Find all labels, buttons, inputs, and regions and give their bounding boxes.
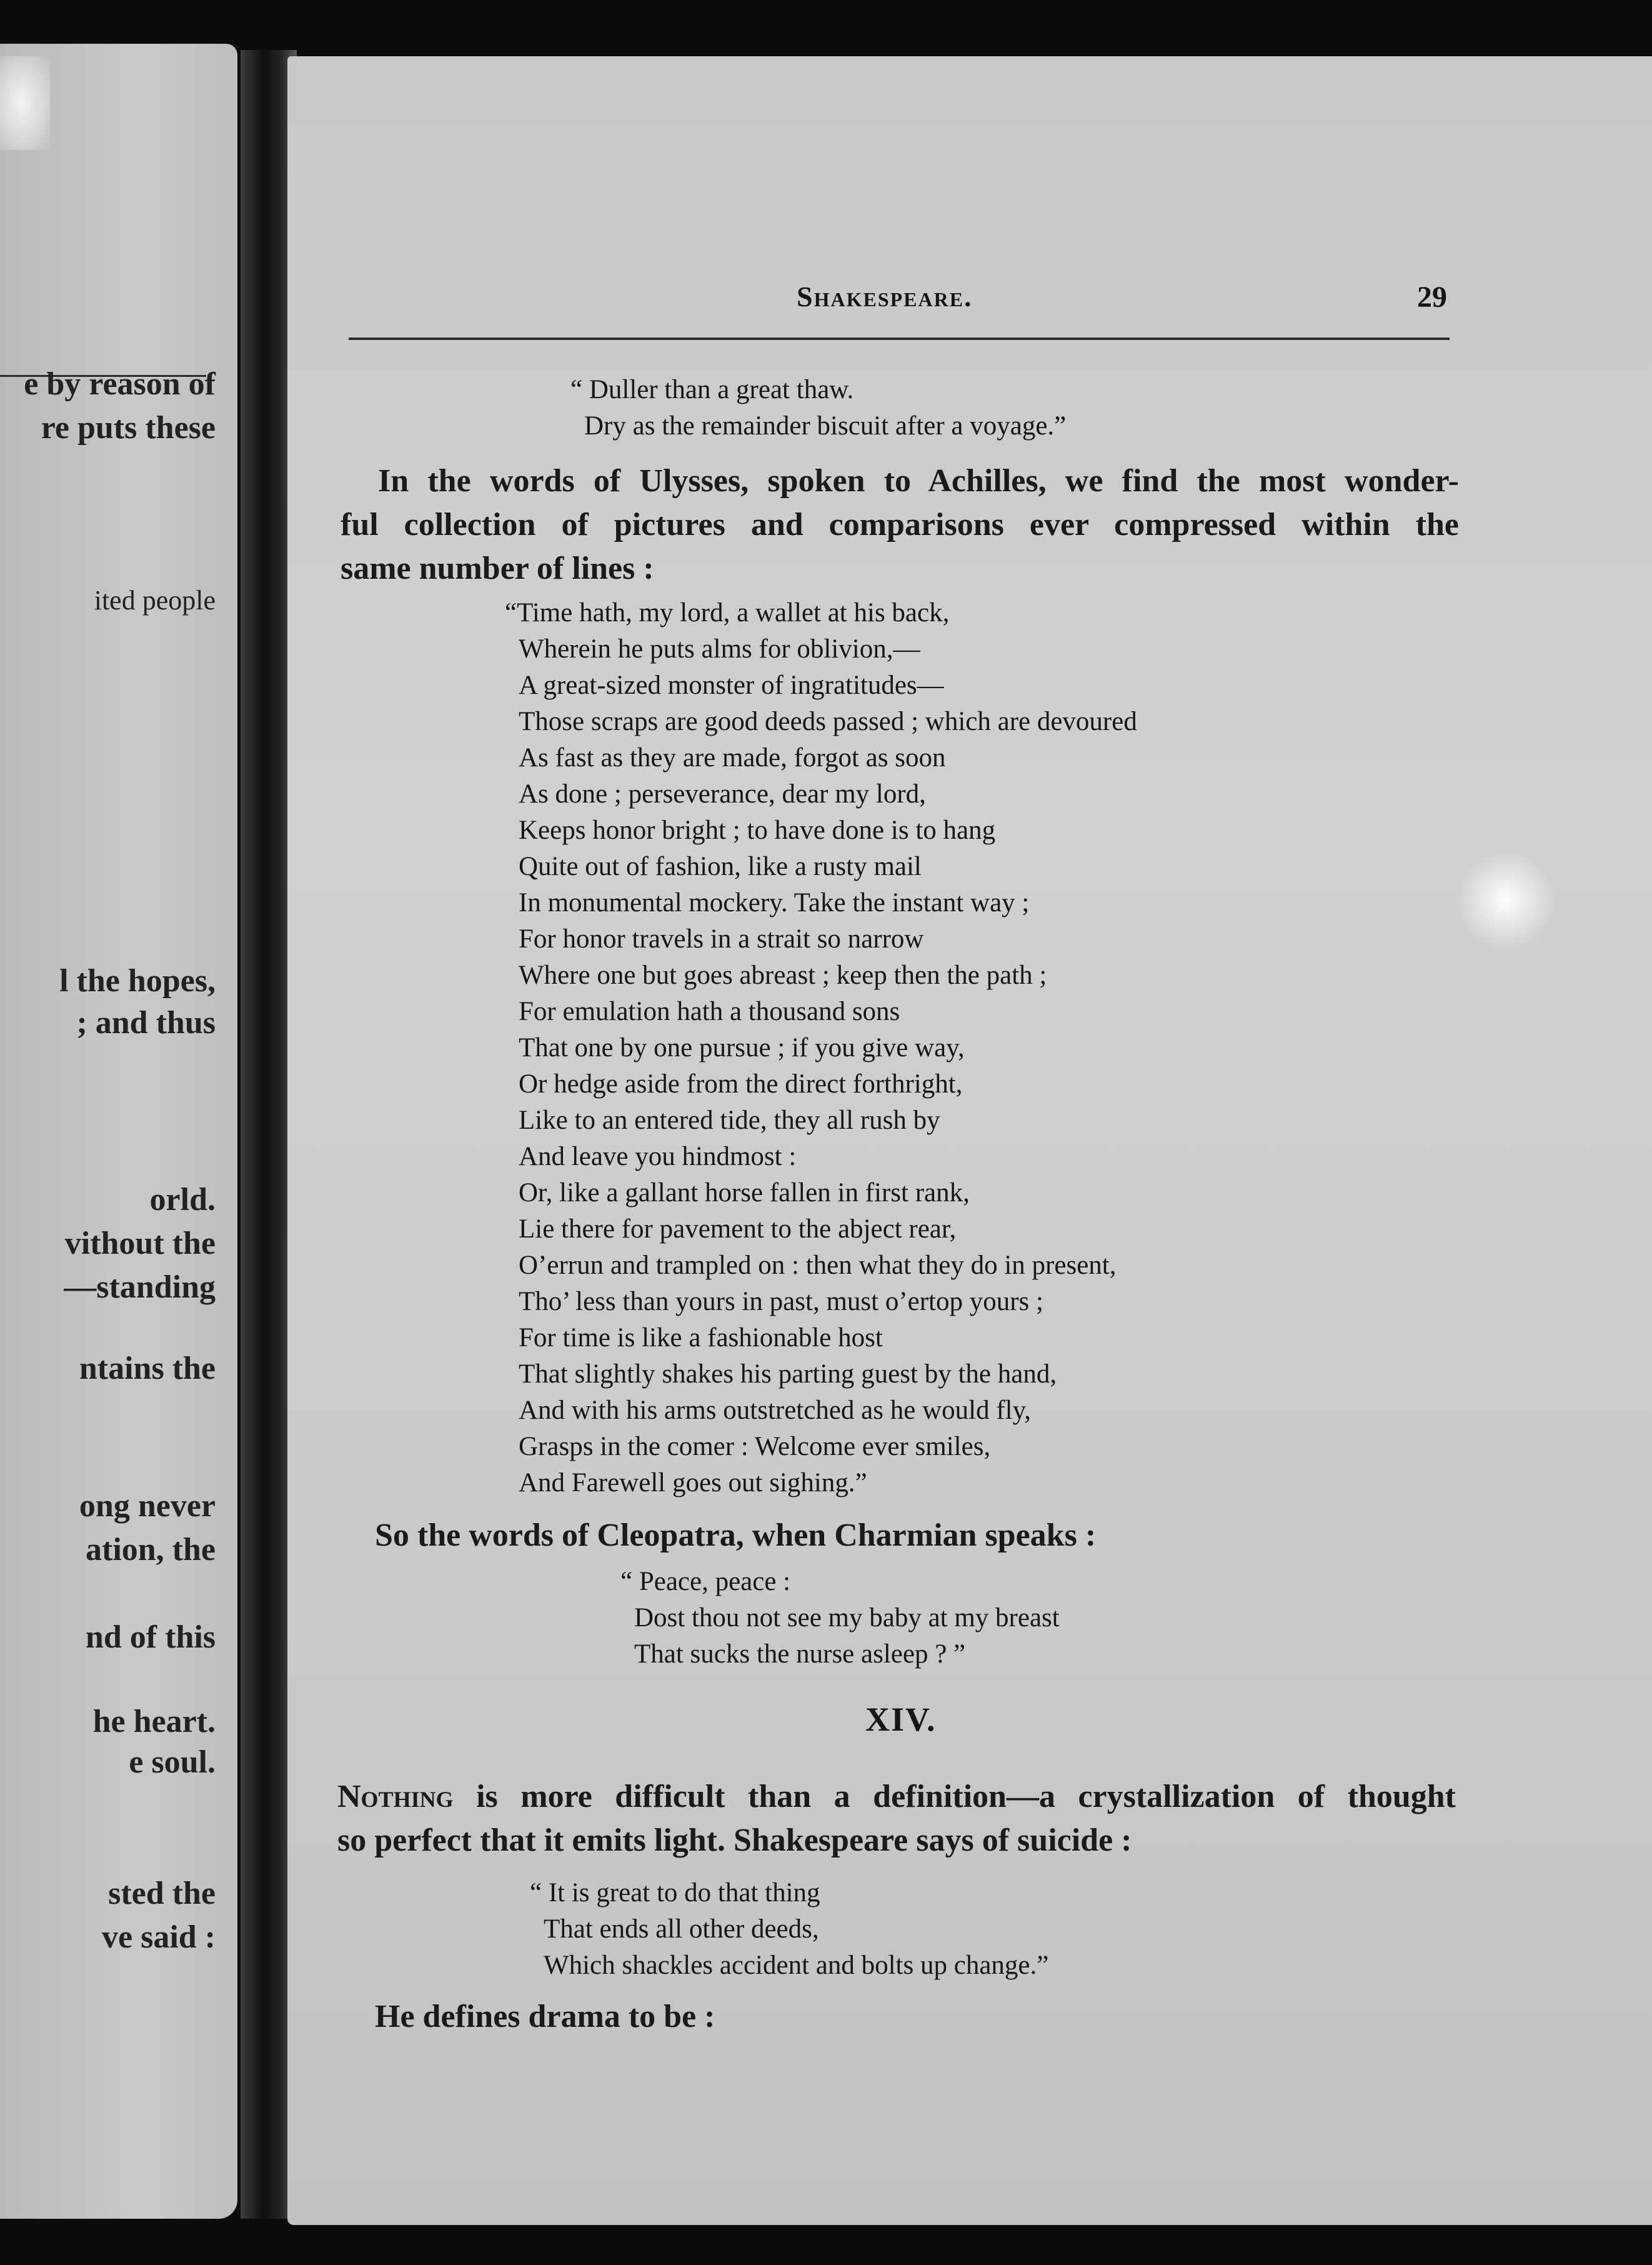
page-stain <box>0 56 50 150</box>
left-fragment: —standing <box>64 1269 216 1305</box>
verse-line: Grasps in the comer : Welcome ever smiles, <box>519 1432 991 1461</box>
left-fragment: ntains the <box>79 1351 216 1386</box>
verse-line: And leave you hindmost : <box>519 1142 797 1171</box>
page-number: 29 <box>1417 281 1447 314</box>
left-fragment: vithout the <box>64 1226 216 1261</box>
verse-line: In monumental mockery. Take the instant way ; <box>519 888 1030 918</box>
paragraph-line-rest: is more difficult than a definition—a crystallization of thought <box>476 1779 1456 1814</box>
verse-line: For honor travels in a strait so narrow <box>519 924 924 954</box>
running-head: Shakespeare. <box>797 281 973 312</box>
verse-line: Tho’ less than yours in past, must o’ertop yours ; <box>519 1287 1043 1316</box>
quote-block-suicide <box>530 1875 1049 1984</box>
paragraph-line: In the words of Ulysses, spoken to Achilles, we find the most wonder- <box>378 463 1459 499</box>
verse-line: “ Peace, peace : <box>620 1567 791 1596</box>
verse-line: O’errun and trampled on : then what they do in present, <box>519 1251 1117 1280</box>
left-fragment: orld. <box>149 1182 216 1218</box>
verse-line: Dry as the remainder biscuit after a voyage.” <box>584 411 1067 441</box>
paragraph-cleopatra: So the words of Cleopatra, when Charmian speaks : <box>375 1518 1097 1553</box>
paragraph-drama: He defines drama to be : <box>375 1999 715 2034</box>
verse-line: “Time hath, my lord, a wallet at his back, <box>505 598 950 628</box>
verse-line: For emulation hath a thousand sons <box>519 997 900 1026</box>
left-fragment: ong never <box>79 1488 216 1524</box>
left-fragment: ve said : <box>102 1919 216 1955</box>
left-fragment: he heart. <box>92 1704 216 1739</box>
left-fragment: sted the <box>108 1876 216 1911</box>
verse-line: And with his arms outstretched as he would fly, <box>519 1396 1032 1425</box>
left-fragment: re puts these <box>41 410 216 446</box>
left-fragment: e by reason of <box>24 366 216 402</box>
left-fragment: ; and thus <box>76 1005 216 1041</box>
left-fragment: e soul. <box>129 1744 216 1780</box>
paragraph-line: ful collection of pictures and comparisons ever compressed within the <box>341 507 1459 542</box>
verse-line: That sucks the nurse asleep ? ” <box>634 1639 966 1669</box>
verse-line: Like to an entered tide, they all rush by <box>519 1106 940 1135</box>
verse-line: For time is like a fashionable host <box>519 1323 883 1352</box>
verse-line: Dost thou not see my baby at my breast <box>634 1603 1060 1632</box>
section-number: XIV. <box>865 1701 937 1738</box>
paragraph-line: so perfect that it emits light. Shakespeare says of suicide : <box>337 1822 1132 1858</box>
verse-line: That ends all other deeds, <box>544 1914 819 1944</box>
verse-line: As fast as they are made, forgot as soon <box>519 743 946 772</box>
verse-line: That slightly shakes his parting guest by the hand, <box>519 1359 1057 1389</box>
left-fragment: ited people <box>94 585 216 616</box>
paragraph-line: same number of lines : <box>341 551 654 586</box>
verse-line: Which shackles accident and bolts up change.” <box>544 1951 1049 1980</box>
paragraph-line <box>337 1775 1456 1819</box>
quote-block-ulysses <box>505 595 1137 1501</box>
verse-line: That one by one pursue ; if you give way, <box>519 1033 965 1062</box>
verse-line: Wherein he puts alms for oblivion,— <box>519 634 920 664</box>
verse-line: Or, like a gallant horse fallen in first rank, <box>519 1178 970 1208</box>
left-fragment: nd of this <box>85 1619 216 1655</box>
left-fragment: l the hopes, <box>59 963 216 999</box>
verse-line: “ Duller than a great thaw. <box>570 375 854 404</box>
left-facing-page <box>0 44 237 2219</box>
header-rule <box>349 338 1450 340</box>
paragraph-definition <box>337 1775 1456 1862</box>
verse-line: As done ; perseverance, dear my lord, <box>519 779 926 809</box>
quote-block-cleopatra <box>620 1564 1060 1672</box>
verse-line: And Farewell goes out sighing.” <box>519 1468 867 1498</box>
verse-line: A great-sized monster of ingratitudes— <box>519 671 944 700</box>
verse-line: Lie there for pavement to the abject rear, <box>519 1214 957 1244</box>
left-fragment: ation, the <box>86 1532 216 1568</box>
verse-line: Those scraps are good deeds passed ; which are devoured <box>519 707 1137 736</box>
quote-block-1 <box>570 372 1067 444</box>
verse-line: Where one but goes abreast ; keep then the path ; <box>519 961 1047 990</box>
verse-line: Quite out of fashion, like a rusty mail <box>519 852 922 881</box>
verse-line: Keeps honor bright ; to have done is to hang <box>519 816 996 845</box>
lead-word: Nothing <box>337 1779 454 1814</box>
light-glare <box>1456 850 1556 950</box>
paragraph-ulysses <box>341 459 1459 591</box>
verse-line: Or hedge aside from the direct forthright, <box>519 1069 963 1099</box>
verse-line: “ It is great to do that thing <box>530 1878 820 1908</box>
